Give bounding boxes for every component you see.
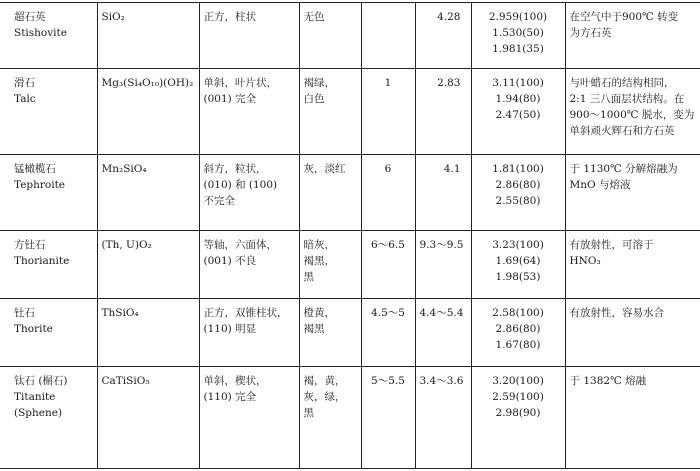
- mineral-name-zh: 滑石: [14, 77, 35, 89]
- notes-cell: [565, 69, 700, 155]
- xrd-line: 1.69(64): [495, 255, 541, 267]
- formula-cell: [97, 231, 199, 299]
- crystal-system-line: 等轴，六面体，: [203, 239, 277, 251]
- color-line: 无色: [303, 11, 325, 23]
- xrd-line: 2.86(80): [495, 179, 541, 191]
- crystal-system-line: (110) 明显: [203, 323, 257, 335]
- xrd-line: 2.59(100): [492, 391, 544, 403]
- formula-cell: [97, 367, 199, 469]
- note-line: 于 1130℃ 分解熔融为: [569, 163, 678, 175]
- xrd-line: 1.530(50): [492, 27, 544, 39]
- xrd-line: 3.11(100): [492, 77, 544, 89]
- hardness-value: 1: [384, 77, 392, 89]
- hardness-cell: [361, 367, 415, 469]
- density-value: 4.28: [437, 11, 461, 23]
- color-cell: [299, 155, 361, 231]
- crystal-system-line: 正方，双锥柱状，: [203, 307, 288, 319]
- hardness-value: 5～5.5: [371, 375, 405, 387]
- xrd-lines-cell: [471, 155, 565, 231]
- color-line: 橙黄，: [303, 307, 335, 319]
- mineral-name-cell: [0, 367, 97, 469]
- mineral-name-cell: [0, 299, 97, 367]
- density-value: 9.3～9.5: [419, 239, 464, 251]
- density-cell: [415, 69, 471, 155]
- crystal-system-cell: [199, 367, 299, 469]
- notes-cell: [565, 367, 700, 469]
- xrd-line: 2.98(90): [495, 407, 541, 419]
- xrd-lines-cell: [471, 367, 565, 469]
- hardness-cell: [361, 155, 415, 231]
- mineral-name-zh: 钍石: [14, 307, 35, 319]
- color-line: 褐，黄，: [303, 375, 346, 387]
- chemical-formula: CaTiSiO₅: [101, 375, 150, 387]
- crystal-system-line: 单斜，叶片状，: [203, 77, 277, 89]
- note-line: 900～1000℃ 脱水，变为: [569, 109, 695, 121]
- chemical-formula: ThSiO₄: [101, 307, 139, 319]
- crystal-system-cell: [199, 299, 299, 367]
- mineral-name-cell: [0, 231, 97, 299]
- mineral-name-en: Stishovite: [14, 27, 67, 39]
- color-line: 褐黑，: [303, 255, 335, 267]
- xrd-line: 2.959(100): [488, 11, 548, 23]
- xrd-line: 2.55(80): [495, 195, 541, 207]
- chemical-formula: SiO₂: [101, 11, 125, 23]
- xrd-line: 3.20(100): [492, 375, 544, 387]
- crystal-system-line: 单斜，楔状，: [203, 375, 267, 387]
- table-row: [0, 231, 700, 299]
- chemical-formula: Mg₃(Si₄O₁₀)(OH)₂: [101, 77, 194, 89]
- formula-cell: [97, 299, 199, 367]
- crystal-system-cell: [199, 231, 299, 299]
- color-line: 灰，淡红: [303, 163, 346, 175]
- crystal-system-cell: [199, 3, 299, 69]
- table-row: [0, 3, 700, 69]
- mineral-name-cell: [0, 155, 97, 231]
- density-value: 2.83: [437, 77, 461, 89]
- density-cell: [415, 299, 471, 367]
- crystal-system-line: (001) 不良: [203, 255, 257, 267]
- xrd-line: 2.47(50): [495, 109, 541, 121]
- mineral-data-table: [0, 2, 700, 469]
- xrd-line: 2.86(80): [495, 323, 541, 335]
- mineral-name-en: Thorianite: [14, 255, 70, 267]
- color-cell: [299, 367, 361, 469]
- notes-cell: [565, 231, 700, 299]
- formula-cell: [97, 3, 199, 69]
- color-line: 褐绿，: [303, 77, 335, 89]
- note-line: HNO₃: [569, 255, 601, 267]
- hardness-cell: [361, 231, 415, 299]
- note-line: MnO 与熔液: [569, 179, 631, 191]
- mineral-name-en: Tephroite: [14, 179, 66, 191]
- mineral-name-en-alt: (Sphene): [14, 407, 63, 419]
- density-cell: [415, 155, 471, 231]
- notes-cell: [565, 299, 700, 367]
- chemical-formula: (Th, U)O₂: [101, 239, 152, 251]
- crystal-system-line: (001) 完全: [203, 93, 257, 105]
- mineral-name-zh: 方钍石: [14, 239, 46, 251]
- chemical-formula: Mn₂SiO₄: [101, 163, 147, 175]
- color-cell: [299, 69, 361, 155]
- hardness-cell: [361, 3, 415, 69]
- formula-cell: [97, 69, 199, 155]
- xrd-line: 1.98(53): [495, 271, 541, 283]
- xrd-line: 3.23(100): [492, 239, 544, 251]
- color-line: 白色: [303, 93, 325, 105]
- note-line: 为方石英: [569, 27, 612, 39]
- color-cell: [299, 231, 361, 299]
- color-line: 灰，绿，: [303, 391, 346, 403]
- notes-cell: [565, 3, 700, 69]
- crystal-system-line: (110) 完全: [203, 391, 257, 403]
- mineral-name-cell: [0, 3, 97, 69]
- color-line: 黑: [303, 271, 314, 283]
- color-cell: [299, 3, 361, 69]
- crystal-system-line: 不完全: [203, 195, 235, 207]
- notes-cell: [565, 155, 700, 231]
- density-value: 4.1: [443, 163, 461, 175]
- mineral-name-en: Thorite: [14, 323, 53, 335]
- density-cell: [415, 231, 471, 299]
- note-line: 有放射性，可溶于: [569, 239, 654, 251]
- density-value: 4.4～5.4: [419, 307, 464, 319]
- mineral-name-cell: [0, 69, 97, 155]
- note-line: 2:1 三八面层状结构。在: [569, 93, 685, 105]
- xrd-lines-cell: [471, 299, 565, 367]
- mineral-name-zh: 超石英: [14, 11, 46, 23]
- xrd-line: 1.67(80): [495, 339, 541, 351]
- table-row: [0, 69, 700, 155]
- crystal-system-cell: [199, 155, 299, 231]
- xrd-lines-cell: [471, 231, 565, 299]
- formula-cell: [97, 155, 199, 231]
- crystal-system-line: 正方，柱状: [203, 11, 256, 23]
- hardness-value: 6: [384, 163, 392, 175]
- note-line: 单斜顽火辉石和方石英: [569, 125, 675, 137]
- table-row: [0, 155, 700, 231]
- mineral-name-zh: 锰橄榄石: [14, 163, 56, 175]
- xrd-line: 1.81(100): [492, 163, 544, 175]
- xrd-line: 1.981(35): [492, 43, 544, 55]
- color-line: 暗灰，: [303, 239, 335, 251]
- note-line: 在空气中于900℃ 转变: [569, 11, 679, 23]
- hardness-value: 4.5～5: [371, 307, 405, 319]
- note-line: 有放射性，容易水合: [569, 307, 664, 319]
- color-line: 褐黑: [303, 323, 325, 335]
- note-line: 与叶蜡石的结构相同，: [569, 77, 675, 89]
- xrd-lines-cell: [471, 3, 565, 69]
- table-row: [0, 299, 700, 367]
- density-cell: [415, 3, 471, 69]
- crystal-system-cell: [199, 69, 299, 155]
- mineral-name-en: Talc: [14, 93, 36, 105]
- density-value: 3.4～3.6: [419, 375, 464, 387]
- color-cell: [299, 299, 361, 367]
- xrd-lines-cell: [471, 69, 565, 155]
- density-cell: [415, 367, 471, 469]
- mineral-name-en: Titanite: [14, 391, 56, 403]
- color-line: 黑: [303, 407, 314, 419]
- mineral-name-zh: 钛石 (榍石): [14, 375, 68, 387]
- xrd-line: 1.94(80): [495, 93, 541, 105]
- hardness-cell: [361, 69, 415, 155]
- note-line: 于 1382℃ 熔融: [569, 375, 647, 387]
- xrd-line: 2.58(100): [492, 307, 544, 319]
- crystal-system-line: 斜方，粒状，: [203, 163, 267, 175]
- hardness-value: 6～6.5: [371, 239, 405, 251]
- hardness-cell: [361, 299, 415, 367]
- table-row: [0, 367, 700, 469]
- crystal-system-line: (010) 和 (100): [203, 179, 278, 191]
